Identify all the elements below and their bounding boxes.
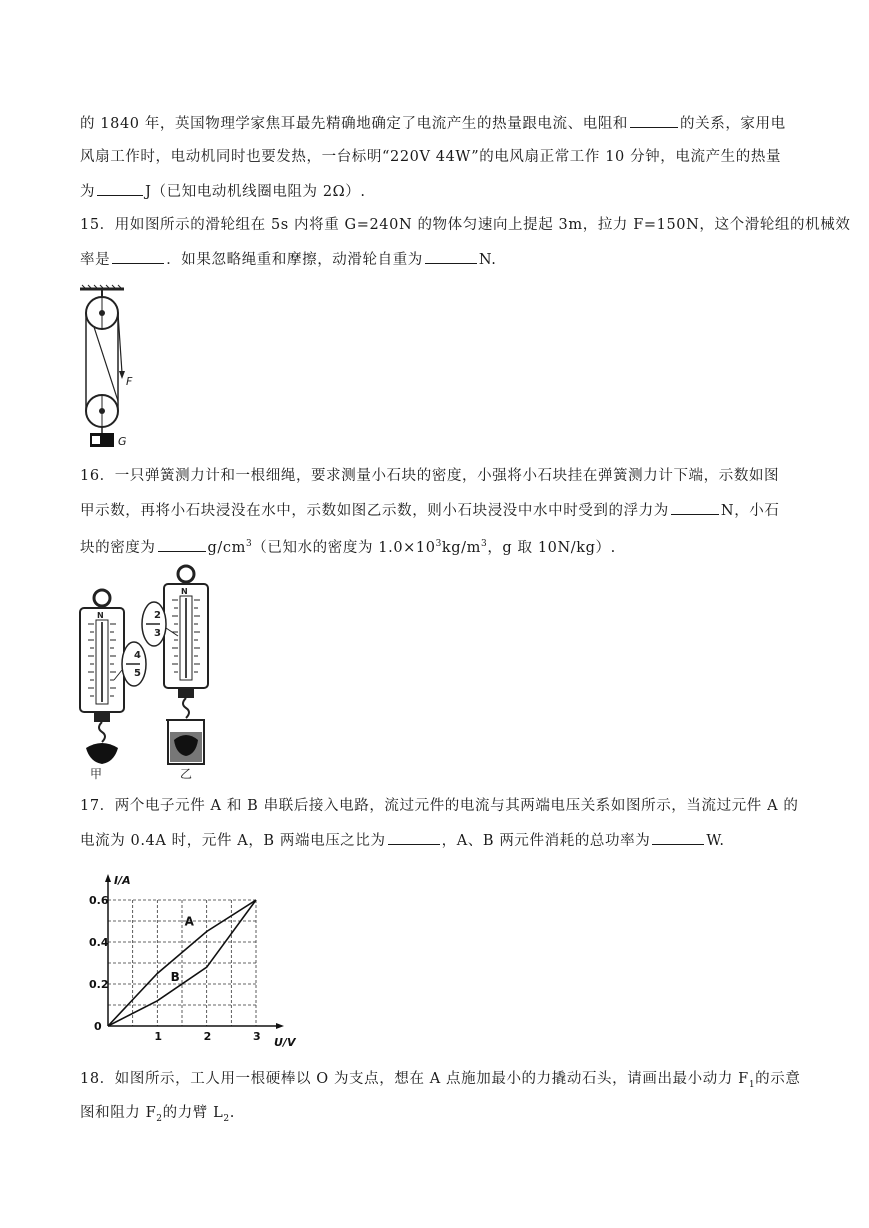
q14-text-3b: J（已知电动机线圈电阻为 2Ω）. [145, 184, 366, 200]
q15-line-2 [80, 249, 496, 270]
q18-sub-2: 2 [156, 1113, 163, 1124]
q18-line-2 [80, 1103, 235, 1129]
q17-text-2c: W. [706, 833, 725, 849]
zoom-yi-bottom: 3 [154, 628, 161, 639]
q16-sup-3: 3 [481, 539, 488, 549]
weight-label-g: G [118, 435, 127, 448]
q14-line-2 [80, 147, 781, 167]
zoom-jia-bottom: 5 [134, 668, 141, 679]
q16-text-2b: N，小石 [720, 503, 780, 519]
y-tick-label: 0.2 [89, 978, 109, 991]
q18-text-2a: 图和阻力 F [80, 1105, 157, 1121]
q15-text-2b: ．如果忽略绳重和摩擦，动滑轮自重为 [166, 252, 423, 268]
q16-line-2 [80, 500, 780, 521]
label-jia: 甲 [90, 767, 103, 781]
scale-unit-yi: N [181, 587, 188, 596]
q15-blank-1[interactable] [112, 249, 164, 264]
q17-text-1: 17．两个电子元件 A 和 B 串联后接入电路，流过元件的电流与其两端电压关系如图所示，当流过元件 A 的 [80, 798, 799, 814]
chart-grid [108, 900, 256, 1026]
q17-line-1 [80, 796, 799, 816]
q16-text-1: 16．一只弹簧测力计和一根细绳，要求测量小石块的密度，小强将小石块挂在弹簧测力计下端，示数如图 [80, 468, 780, 484]
movable-pulley [86, 395, 118, 433]
x-axis-label: U/V [274, 1036, 296, 1049]
q17-text-2a: 电流为 0.4A 时，元件 A，B 两端电压之比为 [80, 833, 386, 849]
series-label-B: B [170, 970, 180, 985]
q16-text-3a: 块的密度为 [80, 539, 156, 556]
q15-line-1 [80, 215, 850, 235]
y-axis-arrow [105, 874, 111, 882]
q16-blank-1[interactable] [671, 500, 719, 515]
series-label-A: A [184, 914, 194, 929]
q17-line-2 [80, 830, 725, 851]
q16-text-3e: ，g 取 10N/kg）. [487, 539, 616, 556]
spring-scale-figure [74, 562, 234, 782]
q16-text-3b: g/cm [207, 539, 246, 556]
q18-text-1a: 18．如图所示，工人用一根硬棒以 O 为支点，想在 A 点施加最小的力撬动石头，请画出最小动力 F [80, 1071, 749, 1087]
q18-text-2c: . [229, 1105, 235, 1121]
q14-text-2: 风扇工作时，电动机同时也要发热，一台标明“220V 44W”的电风扇正常工作 10 分钟，电流产生的热量 [80, 149, 782, 165]
y-tick-label: 0.4 [89, 936, 109, 949]
chart-axes [105, 874, 284, 1029]
y-axis-label: I/A [114, 874, 131, 887]
spring-scale-jia [80, 590, 124, 781]
q14-line-1 [80, 113, 786, 134]
ceiling-mount [80, 285, 124, 297]
q16-blank-2[interactable] [158, 537, 206, 552]
zoom-jia-top: 4 [134, 650, 141, 661]
q15-text-2c: N. [478, 252, 497, 268]
force-label-f: F [126, 375, 133, 388]
q18-sub-3: 2 [223, 1113, 230, 1124]
x-tick-label: 1 [154, 1030, 162, 1043]
q16-sup-1: 3 [245, 539, 253, 549]
scale-unit-jia: N [97, 611, 104, 620]
q14-blank-2[interactable] [97, 181, 143, 196]
q15-blank-2[interactable] [425, 249, 477, 264]
q16-text-2a: 甲示数，再将小石块浸没在水中，示数如图乙示数，则小石块浸没中水中时受到的浮力为 [80, 503, 669, 519]
q16-text-3c: （已知水的密度为 1.0×10 [252, 539, 436, 556]
q17-text-2b: ，A、B 两元件消耗的总功率为 [441, 833, 651, 849]
x-tick-label: 2 [203, 1030, 212, 1043]
q14-text-1b: 的关系，家用电 [680, 116, 786, 132]
q18-text-1b: 的示意 [755, 1071, 801, 1087]
q16-text-3d: kg/m [441, 539, 481, 556]
q18-text-2b: 的力臂 L [162, 1105, 224, 1121]
q16-line-1 [80, 466, 779, 486]
x-axis-arrow [276, 1023, 284, 1029]
q14-text-3a: 为 [80, 184, 96, 200]
q14-text-1a: 的 1840 年，英国物理学家焦耳最先精确地确定了电流产生的热量跟电流、电阻和 [80, 116, 629, 132]
q15-text-2a: 率是 [80, 252, 111, 268]
label-yi: 乙 [180, 767, 193, 781]
q16-sup-2: 3 [435, 539, 442, 549]
q18-sub-1: 1 [748, 1079, 756, 1090]
y-tick-label: 0.6 [89, 894, 109, 907]
q18-line-1 [80, 1069, 800, 1095]
spring-scale-yi [164, 566, 208, 781]
q14-line-3 [80, 181, 366, 202]
origin-label: 0 [94, 1020, 102, 1033]
q16-line-3 [80, 534, 616, 558]
q17-blank-1[interactable] [388, 830, 440, 845]
pulley-figure [78, 283, 148, 453]
iv-chart [88, 864, 298, 1054]
x-tick-label: 3 [253, 1030, 261, 1043]
q15-text-1: 15．用如图所示的滑轮组在 5s 内将重 G=240N 的物体匀速向上提起 3m，拉力 F=150N，这个滑轮组的机械效 [80, 217, 851, 233]
fixed-pulley [86, 297, 118, 329]
q14-blank-1[interactable] [630, 113, 678, 128]
zoom-yi-top: 2 [154, 610, 161, 621]
q17-blank-2[interactable] [652, 830, 704, 845]
